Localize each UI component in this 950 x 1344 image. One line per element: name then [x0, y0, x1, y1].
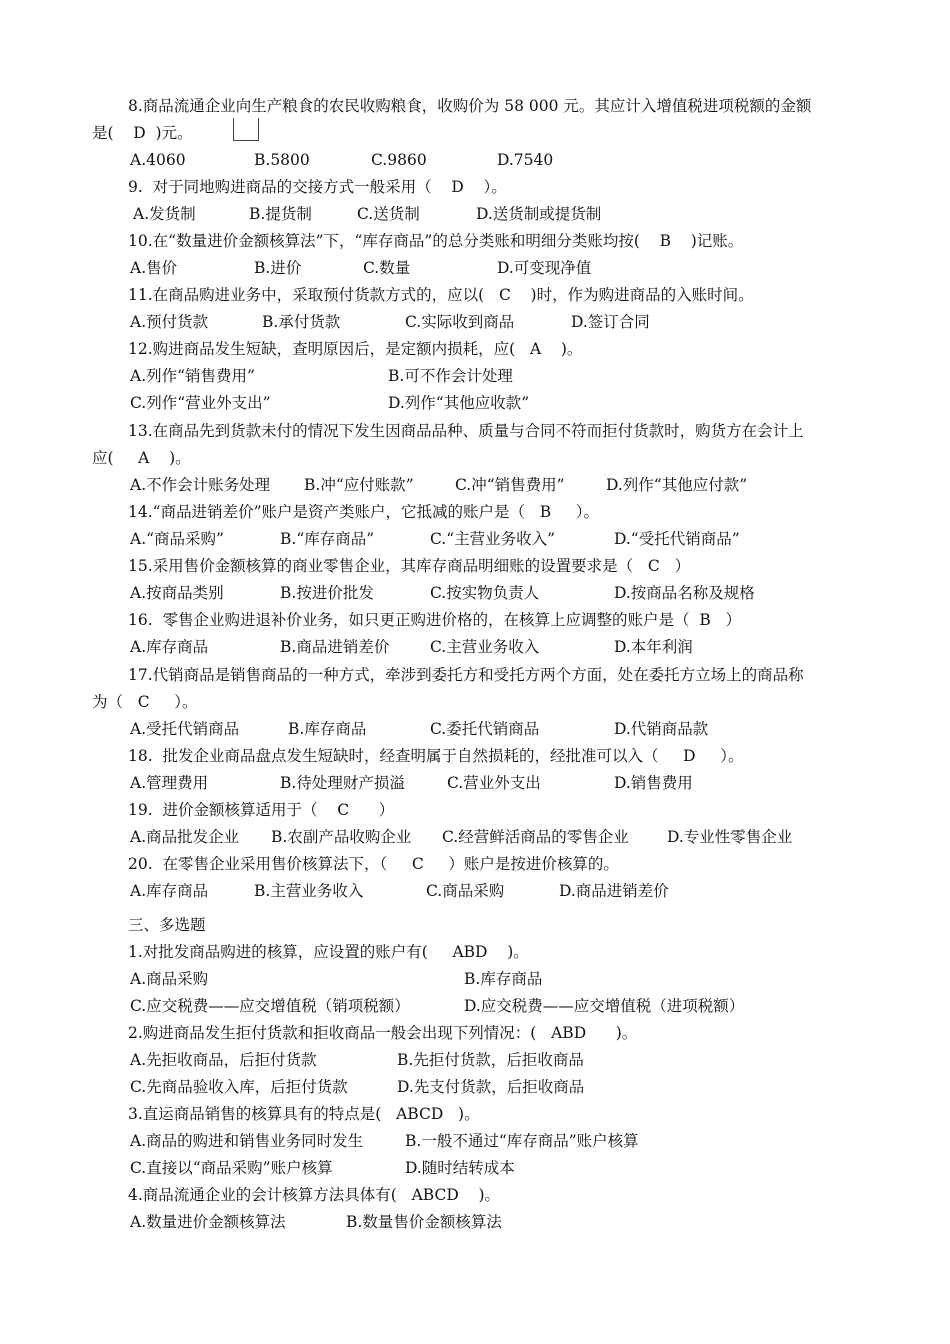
q20-option-b: B.主营业务收入 [254, 882, 364, 900]
multi-question-4: 4.商品流通企业的会计核算方法具体有( ABCD )。 [128, 1186, 501, 1204]
m4-option-a: A.数量进价金额核算法 [130, 1213, 286, 1231]
q10-option-d: D.可变现净值 [497, 259, 592, 277]
question-17-line1: 17.代销商品是销售商品的一种方式，牵涉到委托方和受托方两个方面，处在委托方立场上的商品称 [128, 666, 804, 684]
q15-option-c: C.按实物负责人 [430, 584, 540, 602]
q18-option-d: D.销售费用 [614, 774, 693, 792]
q9-option-a: A.发货制 [133, 205, 196, 223]
q11-option-d: D.签订合同 [571, 313, 650, 331]
q9-option-c: C.送货制 [357, 205, 420, 223]
q11-option-c: C.实际收到商品 [405, 313, 515, 331]
question-9: 9. 对于同地购进商品的交接方式一般采用（ D ）。 [128, 178, 507, 196]
q14-option-b: B.“库存商品” [280, 530, 375, 548]
q18-option-b: B.待处理财产损溢 [280, 774, 405, 792]
q19-option-a: A.商品批发企业 [130, 828, 240, 846]
q9-option-d: D.送货制或提货制 [476, 205, 602, 223]
q12-option-b: B.可不作会计处理 [388, 367, 513, 385]
question-16: 16. 零售企业购进退补价业务，如只更正购进价格的，在核算上应调整的账户是（ B ） [128, 611, 742, 629]
m4-option-b: B.数量售价金额核算法 [346, 1213, 502, 1231]
question-10: 10.在“数量进价金额核算法”下，“库存商品”的总分类账和明细分类账均按( B )记账。 [128, 232, 744, 250]
q8-option-d: D.7540 [497, 151, 554, 169]
q13-option-d: D.列作“其他应付款” [606, 476, 748, 494]
q16-option-c: C.主营业务收入 [430, 638, 540, 656]
m2-option-a: A.先拒收商品，后拒付货款 [130, 1051, 317, 1069]
section-title: 三、多选题 [128, 916, 206, 934]
q18-option-c: C.营业外支出 [447, 774, 541, 792]
multi-question-3: 3.直运商品销售的核算具有的特点是( ABCD )。 [128, 1105, 480, 1123]
q16-option-a: A.库存商品 [130, 638, 209, 656]
q13-option-a: A.不作会计账务处理 [130, 476, 271, 494]
q10-option-a: A.售价 [130, 259, 178, 277]
empty-box [233, 118, 259, 141]
q11-option-b: B.承付货款 [262, 313, 341, 331]
q17-option-b: B.库存商品 [288, 720, 367, 738]
q17-option-c: C.委托代销商品 [430, 720, 540, 738]
m3-option-d: D.随时结转成本 [405, 1159, 515, 1177]
question-18: 18. 批发企业商品盘点发生短缺时，经查明属于自然损耗的，经批准可以入（ D ）。 [128, 747, 744, 765]
q15-option-a: A.按商品类别 [130, 584, 224, 602]
q18-option-a: A.管理费用 [130, 774, 209, 792]
m3-option-b: B.一般不通过“库存商品”账户核算 [405, 1132, 639, 1150]
question-8-line1: 8.商品流通企业向生产粮食的农民收购粮食，收购价为 58 000 元。其应计入增值税进项税额的金额 [128, 97, 812, 115]
m2-option-b: B.先拒付货款，后拒收商品 [397, 1051, 584, 1069]
question-13-line1: 13.在商品先到货款未付的情况下发生因商品品种、质量与合同不符而拒付货款时，购货方在会计上 [128, 422, 804, 440]
m3-option-c: C.直接以“商品采购”账户核算 [130, 1159, 333, 1177]
q19-option-b: B.农副产品收购企业 [271, 828, 412, 846]
m1-option-c: C.应交税费——应交增值税（销项税额） [130, 997, 410, 1015]
q13-option-c: C.冲“销售费用” [455, 476, 565, 494]
multi-question-1: 1.对批发商品购进的核算，应设置的账户有( ABD )。 [128, 943, 529, 961]
question-17-line2: 为（ C ）。 [92, 693, 198, 711]
q12-option-a: A.列作“销售费用” [130, 367, 255, 385]
question-19: 19. 进价金额核算适用于（ C ） [128, 801, 395, 819]
q15-option-b: B.按进价批发 [280, 584, 374, 602]
multi-question-2: 2.购进商品发生拒付货款和拒收商品一般会出现下列情况：( ABD )。 [128, 1024, 638, 1042]
question-13-line2: 应( A )。 [92, 449, 191, 467]
q11-option-a: A.预付货款 [130, 313, 209, 331]
q19-option-c: C.经营鲜活商品的零售企业 [442, 828, 629, 846]
question-20: 20. 在零售企业采用售价核算法下，（ C ）账户是按进价核算的。 [128, 855, 619, 873]
q14-option-d: D.“受托代销商品” [614, 530, 740, 548]
q16-option-b: B.商品进销差价 [280, 638, 390, 656]
m1-option-d: D.应交税费——应交增值税（进项税额） [464, 997, 745, 1015]
q17-option-d: D.代销商品款 [614, 720, 709, 738]
q12-option-d: D.列作“其他应收款” [388, 394, 530, 412]
q12-option-c: C.列作“营业外支出” [130, 394, 271, 412]
q16-option-d: D.本年利润 [614, 638, 693, 656]
q13-option-b: B.冲“应付账款” [304, 476, 414, 494]
q14-option-c: C.“主营业务收入” [430, 530, 556, 548]
q10-option-c: C.数量 [363, 259, 411, 277]
question-11: 11.在商品购进业务中，采取预付货款方式的，应以( C )时，作为购进商品的入账时间。 [128, 286, 754, 304]
q8-option-c: C.9860 [371, 151, 427, 169]
q20-option-c: C.商品采购 [426, 882, 505, 900]
q17-option-a: A.受托代销商品 [130, 720, 240, 738]
q8-option-b: B.5800 [254, 151, 310, 169]
m2-option-c: C.先商品验收入库，后拒付货款 [130, 1078, 348, 1096]
q20-option-d: D.商品进销差价 [559, 882, 669, 900]
q19-option-d: D.专业性零售企业 [667, 828, 793, 846]
m2-option-d: D.先支付货款，后拒收商品 [397, 1078, 585, 1096]
m3-option-a: A.商品的购进和销售业务同时发生 [130, 1132, 364, 1150]
q15-option-d: D.按商品名称及规格 [614, 584, 755, 602]
q14-option-a: A.“商品采购” [130, 530, 224, 548]
question-14: 14.“商品进销差价”账户是资产类账户，它抵减的账户是（ B ）。 [128, 503, 600, 521]
m1-option-a: A.商品采购 [130, 970, 209, 988]
q8-option-a: A.4060 [130, 151, 186, 169]
q9-option-b: B.提货制 [249, 205, 312, 223]
m1-option-b: B.库存商品 [464, 970, 543, 988]
question-12: 12.购进商品发生短缺，查明原因后，是定额内损耗，应( A )。 [128, 340, 583, 358]
q10-option-b: B.进价 [254, 259, 302, 277]
question-8-line2: 是( D )元。 [92, 124, 193, 142]
question-15: 15.采用售价金额核算的商业零售企业，其库存商品明细账的设置要求是（ C ） [128, 557, 691, 575]
q20-option-a: A.库存商品 [130, 882, 209, 900]
